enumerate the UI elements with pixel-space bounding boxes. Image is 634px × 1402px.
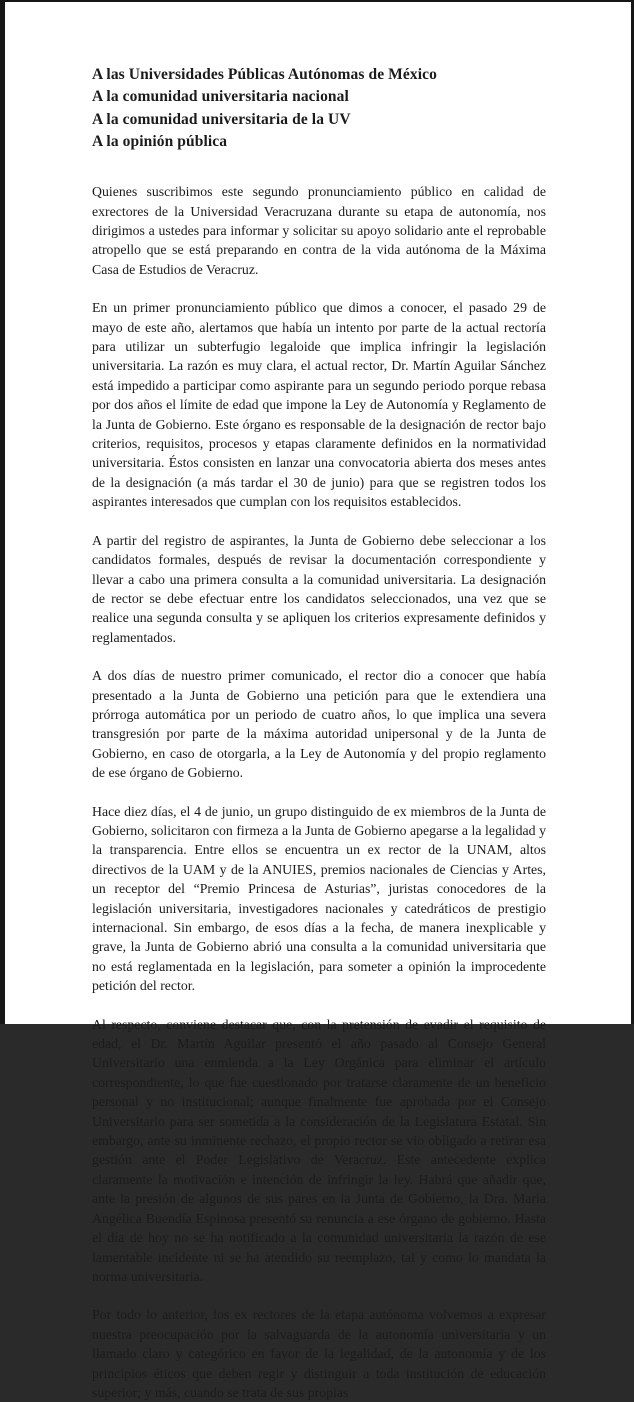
salutation-line: A la comunidad universitaria nacional (92, 88, 349, 106)
paragraph: Hace diez días, el 4 de junio, un grupo distinguido de ex miembros de la Junta de Gobierno, solicitaron con firmeza a la Junta de Gobierno apegarse a la legalidad y la transparencia. Entre ellos se encuentra un ex rector de la UNAM, altos directivos de la UAM y de la ANUIES, premios nacionales de Ciencias y Artes, un receptor del “Premio Princesa de Asturias”, juristas conocedores de la legislación universitaria, investigadores nacionales y catedráticos de prestigio internacional. Sin embargo, de esos días a la fecha, de manera inexplicable y grave, la Junta de Gobierno abrió una consulta a la comunidad universitaria que no está reglamentada en la legislación, para someter a opinión la improcedente petición del rector. (92, 803, 546, 994)
letter-paragraphs (92, 182, 546, 1402)
salutation-block (92, 64, 546, 153)
paragraph: A partir del registro de aspirantes, la Junta de Gobierno debe seleccionar a los candidatos formales, después de revisar la documentación correspondiente y llevar a cabo una primera consulta a la comunidad universitaria. La designación de rector se debe efectuar entre los candidatos seleccionados, una vez que se realice una segunda consulta y se apliquen los criterios expresamente definidos y reglamentados. (92, 532, 546, 645)
paragraph: En un primer pronunciamiento público que dimos a conocer, el pasado 29 de mayo de este año, alertamos que había un intento por parte de la actual rectoría para utilizar un subterfugio legaloide que implica infringir la legislación universitaria. La razón es muy clara, el actual rector, Dr. Martín Aguilar Sánchez está impedido a participar como aspirante para un segundo periodo porque rebasa por dos años el límite de edad que impone la Ley de Autonomía y Reglamento de la Junta de Gobierno. Este órgano es responsable de la designación de rector bajo criterios, requisitos, procesos y etapas claramente definidos en la normatividad universitaria. Éstos consisten en lanzar una convocatoria abierta dos meses antes de la designación (a más tardar el 30 de junio) para que se registren todos los aspirantes interesados que cumplan con los requisitos establecidos. (92, 300, 546, 510)
screen-edge-left (0, 0, 5, 1024)
salutation-line: A la opinión pública (92, 132, 228, 150)
screen-edge-top (0, 0, 634, 2)
paragraph: A dos días de nuestro primer comunicado, el rector dio a conocer que había presentado a la Junta de Gobierno una petición para que le extendiera una prórroga automática por un periodo de cuatro años, lo que implica una severa transgresión por parte de la máxima autoridad unipersonal y de la Junta de Gobierno, en caso de otorgarla, a la Ley de Autonomía y del propio reglamento de ese órgano de Gobierno. (92, 668, 546, 781)
salutation-line: A las Universidades Públicas Autónomas de México (92, 66, 437, 83)
paragraph: Quienes suscribimos este segundo pronunciamiento público en calidad de exrectores de la Universidad Veracruzana durante su etapa de autonomía, nos dirigimos a ustedes para informar y solicitar su apoyo solidario ante el reprobable atropello que se está preparando en contra de la vida autónoma de la Máxima Casa de Estudios de Veracruz. (92, 184, 546, 277)
paragraph: Al respecto, conviene destacar que, con la pretensión de evadir el requisito de edad, el Dr. Martín Aguilar presentó el año pasado al Consejo General Universitario una enmienda a la Ley Orgánica para eliminar el artículo correspondiente, lo que fue cuestionado por tratarse claramente de un beneficio personal y no institucional; aunque finalmente fue aprobada por el Consejo Universitario para ser sometida a la consideración de la Legislatura Estatal. Sin embargo, ante su inminente rechazo, el propio rector se vio obligado a retirar esa gestión ante el Poder Legislativo de Veracruz. Este antecedente explica claramente la motivación e intención de infringir la ley. Habrá que añadir que, ante la presión de algunos de sus pares en la Junta de Gobierno, la Dra. María Angélica Buendía Espinosa presentó su renuncia a ese órgano de gobierno. Hasta el día de hoy no se ha notificado a la comunidad universitaria la razón de ese lamentable incidente ni se ha atendido su reemplazo, tal y como lo mandata la norma universitaria. (92, 1016, 546, 1284)
paragraph: Por todo lo anterior, los ex rectores de la etapa autónoma volvemos a expresar nuestra preocupación por la salvaguarda de la autonomía universitaria y un llamado claro y categórico en favor de la legalidad, de la autonomía y de los principios éticos que deben regir y distinguir a toda institución de educación superior; y más, cuando se trata de sus propias (92, 1307, 546, 1400)
salutation-line: A la comunidad universitaria de la UV (92, 110, 351, 128)
letter-body (92, 64, 546, 1402)
